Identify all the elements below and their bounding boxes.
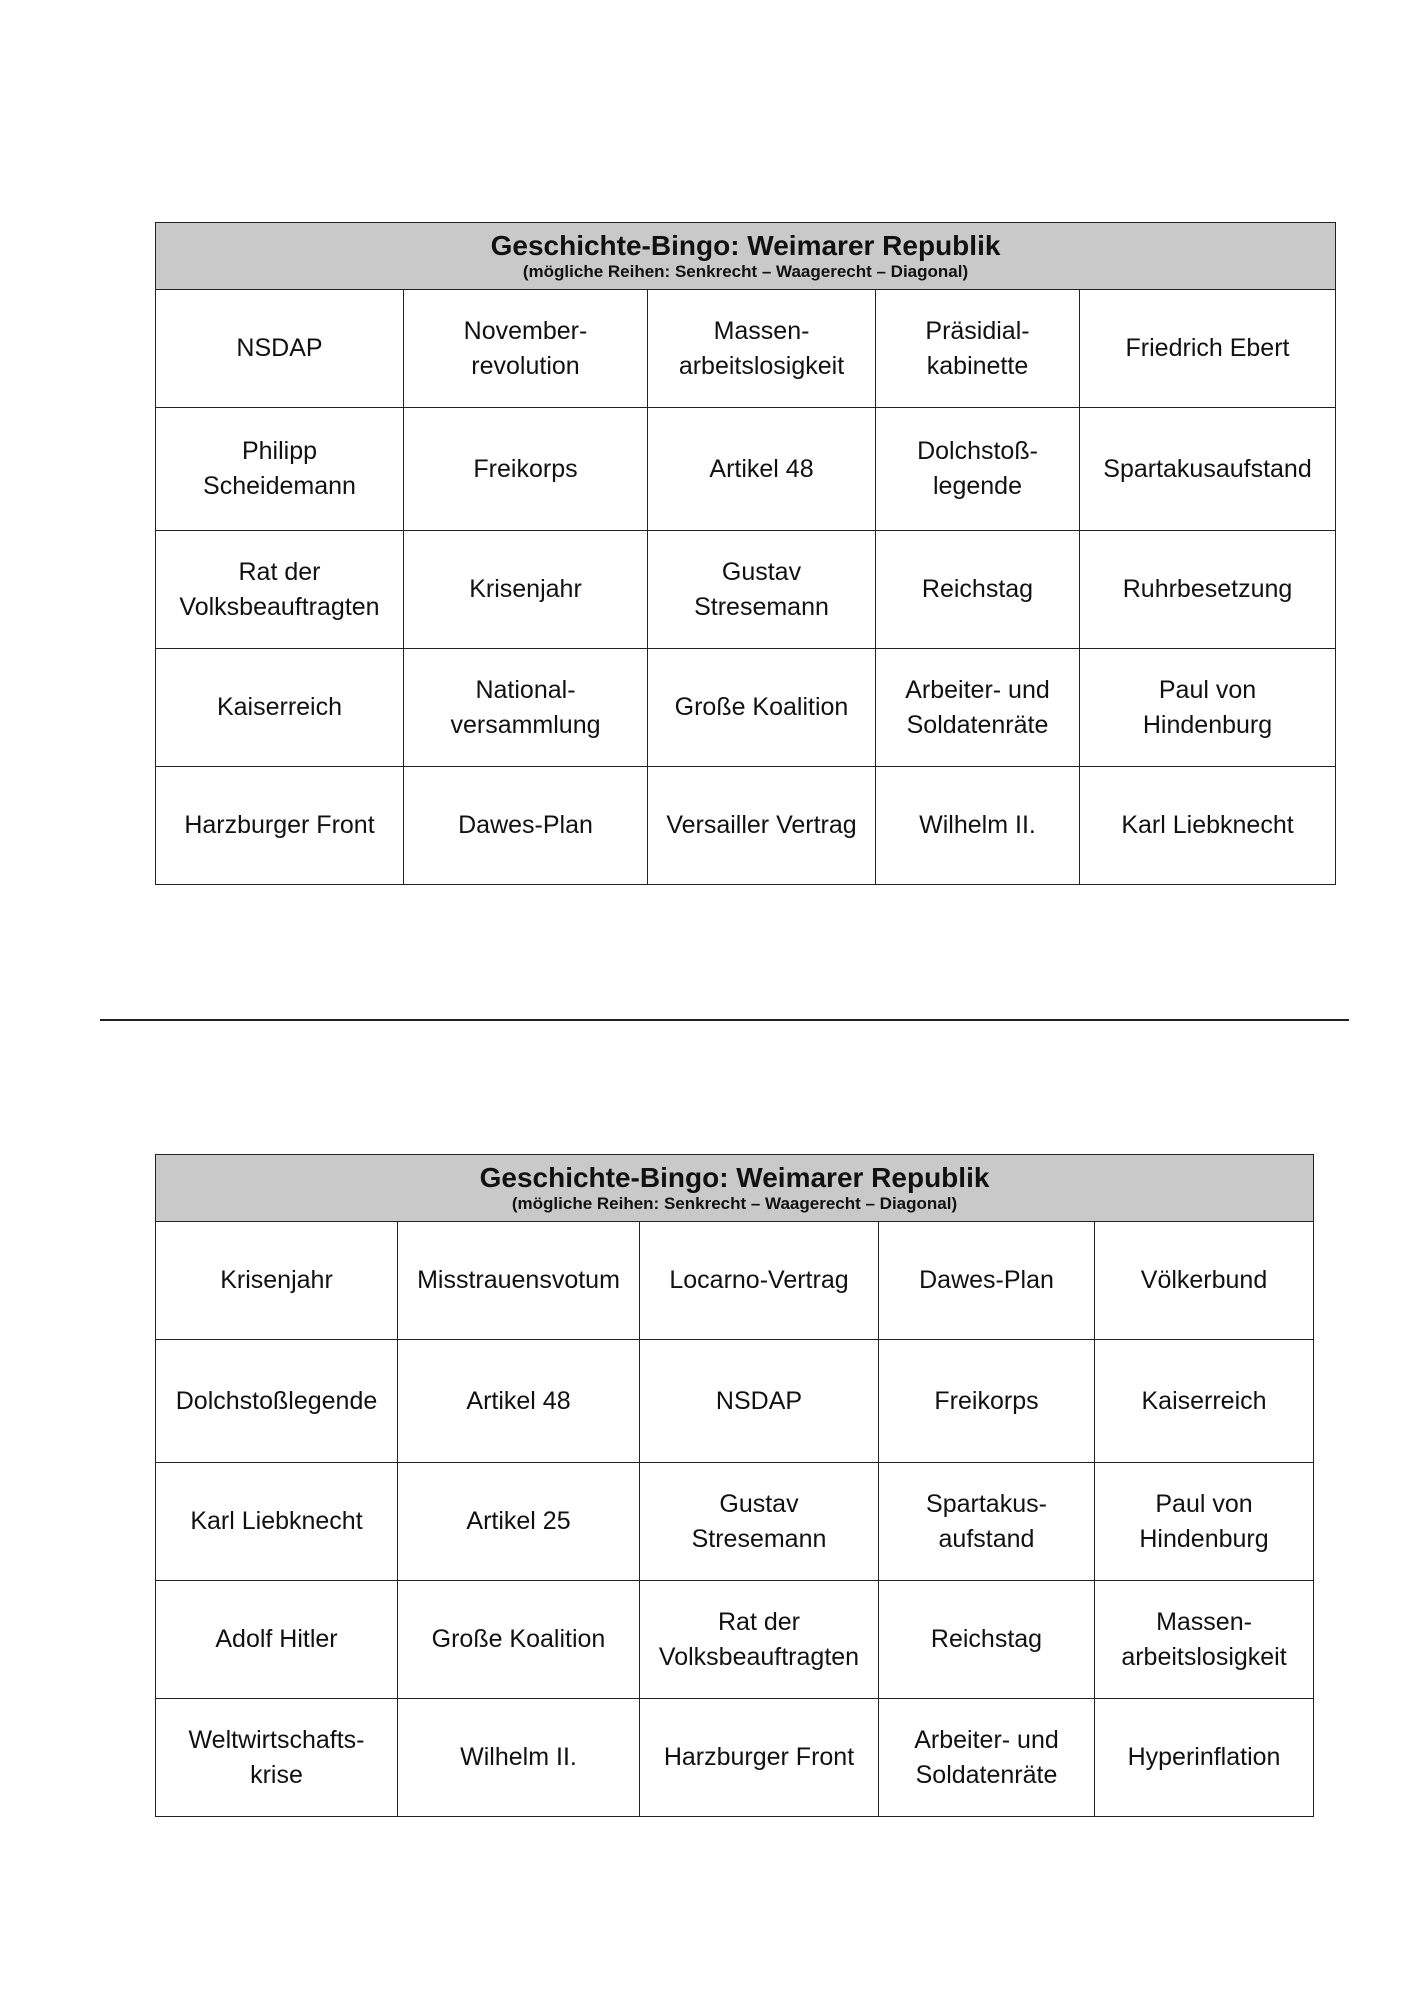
bingo-cell-text: revolution xyxy=(471,351,580,380)
bingo-cell-text: aufstand xyxy=(938,1524,1035,1553)
bingo-cell-text: Rat der xyxy=(238,557,321,586)
bingo-cell-text: Rat der xyxy=(718,1607,800,1636)
bingo-cell-text: Arbeiter- und xyxy=(914,1725,1059,1754)
bingo-cell-text: Hyperinflation xyxy=(1127,1743,1281,1771)
bingo-cell-text: Locarno-Vertrag xyxy=(669,1266,849,1294)
bingo-cell-text: Kaiserreich xyxy=(216,693,343,721)
bingo-cell xyxy=(876,408,1080,531)
bingo-cell xyxy=(640,1463,879,1581)
bingo-cell-text: Arbeiter- und xyxy=(905,675,1050,704)
bingo-cell-text: Karl Liebknecht xyxy=(1121,811,1294,839)
bingo-cell xyxy=(876,649,1080,767)
bingo-cell xyxy=(156,531,404,649)
bingo-cell xyxy=(879,1222,1095,1340)
bingo-header-cell xyxy=(156,1155,1314,1222)
bingo-cell-text: November- xyxy=(463,316,588,345)
bingo-row xyxy=(156,1699,1314,1817)
bingo-cell xyxy=(876,531,1080,649)
bingo-cell xyxy=(879,1463,1095,1581)
bingo-cell-text: Volksbeauftragten xyxy=(658,1642,860,1671)
bingo-cell-text: Reichstag xyxy=(930,1625,1043,1653)
bingo-cell xyxy=(1095,1699,1314,1817)
bingo-cell xyxy=(1080,408,1336,531)
bingo-row xyxy=(156,1222,1314,1340)
bingo-cell-text: Dawes-Plan xyxy=(458,811,593,839)
bingo-cell-text: krise xyxy=(250,1760,303,1789)
bingo-cell xyxy=(648,531,876,649)
bingo-cell-text: Wilhelm II. xyxy=(919,811,1036,839)
bingo-cell xyxy=(648,408,876,531)
bingo-cell xyxy=(156,767,404,885)
bingo-cell xyxy=(879,1581,1095,1699)
bingo-cell-text: Harzburger Front xyxy=(663,1743,855,1771)
bingo-cell xyxy=(404,290,648,408)
bingo-subtitle: (mögliche Reihen: Senkrecht – Waagerecht – Diagonal) xyxy=(511,1194,958,1213)
bingo-cell-text: Spartakusaufstand xyxy=(1103,454,1312,483)
bingo-cell-text: Artikel 48 xyxy=(466,1386,571,1415)
bingo-cell-text: NSDAP xyxy=(715,1386,803,1415)
bingo-cell-text: Reichstag xyxy=(921,575,1034,603)
bingo-cell-text: Ruhrbesetzung xyxy=(1122,575,1293,603)
bingo-cell-text: Adolf Hitler xyxy=(215,1625,338,1653)
bingo-cell-text: Krisenjahr xyxy=(469,575,582,603)
bingo-cell xyxy=(156,1581,398,1699)
bingo-cell xyxy=(1080,290,1336,408)
bingo-cell xyxy=(404,767,648,885)
bingo-cell xyxy=(1095,1222,1314,1340)
bingo-card-1 xyxy=(155,222,1336,885)
bingo-cell xyxy=(156,1222,398,1340)
bingo-cell xyxy=(1095,1581,1314,1699)
bingo-cell-text: legende xyxy=(933,472,1022,500)
bingo-cell xyxy=(1080,531,1336,649)
bingo-cell xyxy=(640,1699,879,1817)
bingo-cell-text: arbeitslosigkeit xyxy=(1121,1642,1287,1671)
bingo-card-2 xyxy=(155,1154,1314,1817)
bingo-title: Geschichte-Bingo: Weimarer Republik xyxy=(490,230,1001,261)
bingo-cell xyxy=(398,1340,640,1463)
bingo-cell-text: Paul von xyxy=(1158,675,1257,704)
bingo-cell xyxy=(1095,1463,1314,1581)
bingo-cell-text: Artikel 25 xyxy=(466,1507,571,1535)
bingo-cell xyxy=(640,1222,879,1340)
bingo-cell xyxy=(398,1222,640,1340)
bingo-cell-text: Karl Liebknecht xyxy=(190,1507,363,1535)
bingo-cell-text: NSDAP xyxy=(236,334,323,362)
bingo-cell-text: Friedrich Ebert xyxy=(1125,334,1290,362)
bingo-cell-text: arbeitslosigkeit xyxy=(678,351,845,380)
bingo-row xyxy=(156,1340,1314,1463)
bingo-cell-text: Wilhelm II. xyxy=(460,1743,577,1771)
bingo-cell xyxy=(640,1581,879,1699)
bingo-cell-text: Misstrauensvotum xyxy=(417,1266,620,1294)
bingo-cell xyxy=(648,767,876,885)
bingo-cell-text: Massen- xyxy=(713,316,810,345)
bingo-cell xyxy=(640,1340,879,1463)
bingo-cell xyxy=(404,649,648,767)
bingo-cell xyxy=(156,1463,398,1581)
bingo-cell-text: Soldatenräte xyxy=(906,710,1049,739)
bingo-cell-text: Paul von xyxy=(1155,1489,1253,1518)
bingo-row xyxy=(156,408,1336,531)
bingo-cell-text: Soldatenräte xyxy=(915,1760,1058,1789)
bingo-cell-text: Gustav xyxy=(721,557,802,586)
bingo-cell-text: Präsidial- xyxy=(925,316,1030,345)
bingo-header xyxy=(156,1155,1314,1222)
bingo-row xyxy=(156,1463,1314,1581)
bingo-cell-text: National- xyxy=(475,675,576,704)
bingo-cell xyxy=(876,290,1080,408)
bingo-cell xyxy=(398,1699,640,1817)
bingo-cell xyxy=(648,649,876,767)
bingo-cell-text: Freikorps xyxy=(934,1386,1039,1415)
bingo-cell-text: Spartakus- xyxy=(926,1489,1047,1518)
bingo-cell-text: Große Koalition xyxy=(674,693,849,721)
bingo-header xyxy=(156,223,1336,290)
bingo-row xyxy=(156,767,1336,885)
bingo-cell xyxy=(156,408,404,531)
bingo-cell-text: Kaiserreich xyxy=(1141,1386,1267,1415)
bingo-cell-text: Dolchstoßlegende xyxy=(175,1386,378,1415)
bingo-cell-text: Volksbeauftragten xyxy=(179,592,380,621)
bingo-cell-text: Weltwirtschafts- xyxy=(188,1725,365,1754)
bingo-cell xyxy=(1095,1340,1314,1463)
bingo-cell xyxy=(879,1699,1095,1817)
bingo-cell xyxy=(156,1340,398,1463)
bingo-cell-text: Große Koalition xyxy=(431,1625,606,1653)
bingo-cell-text: Artikel 48 xyxy=(709,454,814,483)
bingo-title: Geschichte-Bingo: Weimarer Republik xyxy=(479,1162,990,1193)
bingo-cell-text: kabinette xyxy=(926,351,1029,380)
bingo-cell xyxy=(156,649,404,767)
bingo-header-cell xyxy=(156,223,1336,290)
bingo-cell-text: Scheidemann xyxy=(203,472,356,500)
bingo-row xyxy=(156,1581,1314,1699)
bingo-cell xyxy=(876,767,1080,885)
bingo-cell xyxy=(398,1581,640,1699)
bingo-cell xyxy=(1080,767,1336,885)
bingo-cell xyxy=(156,1699,398,1817)
bingo-cell-text: Massen- xyxy=(1156,1607,1252,1636)
bingo-cell-text: Hindenburg xyxy=(1139,1524,1269,1553)
bingo-cell-text: Hindenburg xyxy=(1142,710,1273,739)
bingo-cell-text: Philipp xyxy=(241,437,318,465)
bingo-cell xyxy=(398,1463,640,1581)
bingo-cell-text: Völkerbund xyxy=(1140,1266,1268,1294)
bingo-row xyxy=(156,649,1336,767)
bingo-cell-text: Gustav xyxy=(719,1489,799,1518)
bingo-cell xyxy=(648,290,876,408)
bingo-cell xyxy=(879,1340,1095,1463)
bingo-cell-text: Harzburger Front xyxy=(184,811,375,839)
bingo-cell-text: Versailler Vertrag xyxy=(666,811,857,839)
bingo-subtitle: (mögliche Reihen: Senkrecht – Waagerecht – Diagonal) xyxy=(522,262,969,281)
bingo-cell-text: Dawes-Plan xyxy=(919,1266,1054,1294)
bingo-row xyxy=(156,531,1336,649)
cut-divider-line xyxy=(100,1019,1349,1021)
bingo-cell xyxy=(156,290,404,408)
bingo-cell-text: Krisenjahr xyxy=(220,1266,333,1294)
bingo-cell-text: Stresemann xyxy=(691,1524,827,1553)
bingo-cell xyxy=(404,408,648,531)
bingo-cell-text: Stresemann xyxy=(694,592,829,621)
bingo-cell-text: Freikorps xyxy=(473,454,578,483)
bingo-row xyxy=(156,290,1336,408)
bingo-cell xyxy=(404,531,648,649)
bingo-cell-text: versammlung xyxy=(450,710,601,739)
bingo-cell xyxy=(1080,649,1336,767)
bingo-cell-text: Dolchstoß- xyxy=(917,437,1038,465)
